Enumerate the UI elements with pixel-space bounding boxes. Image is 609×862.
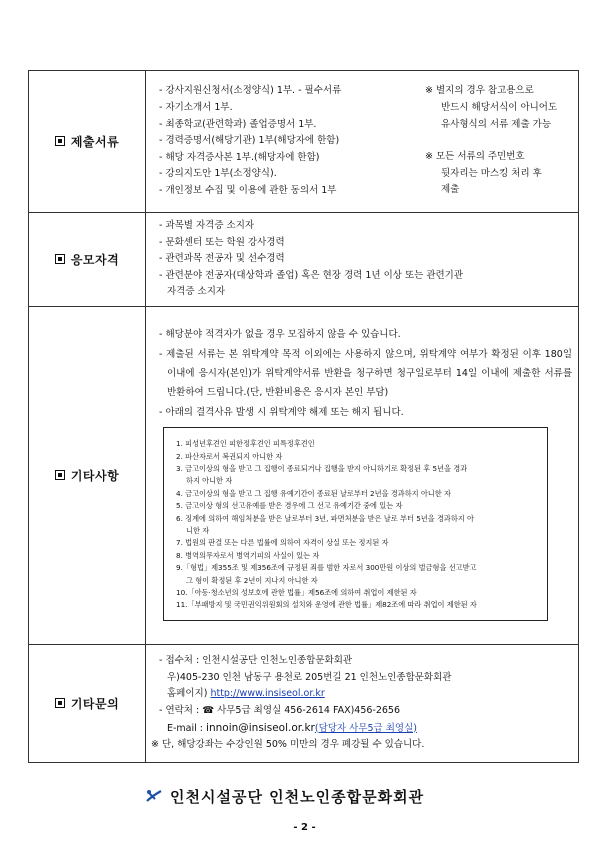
disqualification-item: 9.「형법」제355조 및 제356조에 규정된 죄를 범한 자로서 300만원 이상의 벌금형을 선고받고 [176,563,477,573]
homepage-link[interactable]: http://www.insiseol.or.kr [210,688,325,700]
documents-content-cell [146,71,579,213]
documents-list [159,83,421,199]
qualification-label: 응모자격 [70,253,120,267]
square-bullet-icon [55,136,65,146]
inquiry-row [29,645,579,763]
qualification-content-cell [146,213,579,307]
inquiry-label: 기타문의 [70,697,120,711]
application-info-table [28,70,579,763]
disqualification-item: 8. 병역의무자로서 병역기피의 사실이 있는 자 [176,550,320,560]
list-item: - 강사지원신청서(소정양식) 1부. - 필수서류 [159,85,342,97]
qualification-label-cell [29,213,146,307]
note-line: 제출 [441,184,460,196]
note-line: 유사형식의 서류 제출 가능 [441,118,552,130]
disqualification-item-continued: 하지 아니한 자 [186,476,233,486]
documents-label: 제출서류 [70,135,120,149]
disqualification-item: 2. 파산자로서 복권되지 아니한 자 [176,451,283,461]
square-bullet-icon [55,470,65,480]
disqualification-item-continued: 니한 자 [186,526,210,535]
disqualification-item: 7. 법원의 판결 또는 다른 법률에 의하여 자격이 상실 또는 정지된 자 [176,538,389,548]
list-item: - 관련과목 전공자 및 선수경력 [159,253,285,265]
address-line: 우)405-230 인천 남동구 용천로 205번길 21 인천노인종합문화회관 [167,671,452,683]
list-item: 자격증 소지자 [167,286,226,298]
footer-organization [144,784,474,808]
disqualification-item: 3. 금고이상의 형을 받고 그 집행이 종료되거나 집행을 받지 아니하기로 확정된 후 5년을 경과 [176,463,468,473]
disqualification-item: 10.「아동·청소년의 성보호에 관한 법률」제56조에 의하여 취업이 제한된 자 [176,588,417,598]
list-item: - 과목별 자격증 소지자 [159,220,255,232]
list-item: - 제출된 서류는 본 위탁계약 목적 이외에는 사용하지 않으며, 위탁계약 여부가 확정된 이후 180일 이내에 응시자(본인)가 위탁계약서류 반환을 청구하면 청구일로부터 14일 이내에 제출한 서류를 반환하여 드립니다.(단, 반환비용은 응시자 본인 부담) [159,349,572,399]
email-contact-note: (담당자 사무5급 최영실) [314,722,417,734]
organization-name: 인천시설공단 인천노인종합문화회관 [170,787,425,806]
list-item: - 개인정보 수집 및 이용에 관한 동의서 1부 [159,184,337,196]
disqualification-item: 11.「부패방지 및 국민권익위원회의 설치와 운영에 관한 법률」제82조에 따라 취업이 제한된 자 [176,600,477,610]
list-item: - 경력증명서(해당기관) 1부(해당자에 한함) [159,135,340,147]
notice-line: ※ 단, 해당강좌는 수강인원 50% 미만의 경우 폐강될 수 있습니다. [151,739,425,751]
note-line: ※ 별지의 경우 참고용으로 [425,85,534,97]
square-bullet-icon [55,254,65,264]
other-row [29,307,579,645]
list-item: - 해당분야 적격자가 없을 경우 모집하지 않을 수 있습니다. [159,329,401,341]
note-line: 반드시 해당서식이 아니어도 [441,102,558,114]
application-info-table-wrapper [28,70,579,763]
homepage-line [159,686,572,703]
list-item: - 자기소개서 1부. [159,102,233,114]
qualification-row [29,213,579,307]
disqualification-item: 5. 금고이상 형의 선고유예를 받은 경우에 그 선고 유예기간 중에 있는 자 [176,501,403,511]
documents-notes [421,83,572,199]
list-item: - 최종학교(관련학과) 졸업증명서 1부. [159,118,317,130]
other-content-cell [146,307,579,645]
list-item: - 강의지도안 1부(소정양식). [159,168,277,180]
disqualification-item-continued: 그 형이 확정된 후 2년이 지나지 아니한 자 [186,575,318,585]
list-item: - 해당 자격증사본 1부.(해당자에 한함) [159,151,320,163]
note-line: ※ 모든 서류의 주민번호 [425,151,525,163]
list-item: - 문화센터 또는 학원 강사경력 [159,236,285,248]
note-line: 뒷자리는 마스킹 처리 후 [441,167,542,179]
list-item: - 아래의 결격사유 발생 시 위탁계약 해제 또는 해지 됩니다. [159,407,404,419]
other-label-cell [29,307,146,645]
email-prefix: E-mail : [167,722,204,734]
submit-line: - 접수처 : 인천시설공단 인천노인종합문화회관 [159,655,353,667]
documents-row [29,71,579,213]
email-address[interactable]: innoin@insiseol.or.kr [206,721,315,734]
disqualification-item: 1. 피성년후견인 피한정후견인 피특정후견인 [176,439,315,449]
documents-label-cell [29,71,146,213]
disqualification-box [163,427,548,621]
square-bullet-icon [55,698,65,708]
email-line [159,720,572,738]
homepage-prefix: 홈페이지) [167,688,208,700]
list-item: - 관련분야 전공자(대상학과 졸업) 혹은 현장 경력 1년 이상 또는 관련기관 [159,269,464,281]
insiseol-logo-icon [144,786,164,806]
inquiry-label-cell [29,645,146,763]
disqualification-item: 6. 징계에 의하여 해임처분을 받은 날로부터 3년, 파면처분을 받은 날로 부터 5년을 경과하지 아 [176,513,474,523]
other-label: 기타사항 [70,469,120,483]
page-number: - 2 - [293,822,316,833]
contact-line: - 연락처 : ☎ 사무5급 최영실 456-2614 FAX)456-2656 [159,705,401,716]
inquiry-content-cell [146,645,579,763]
disqualification-item: 4. 금고이상의 형을 받고 그 집행 유예기간이 종료된 날로부터 2년을 경과하지 아니한 자 [176,488,451,498]
